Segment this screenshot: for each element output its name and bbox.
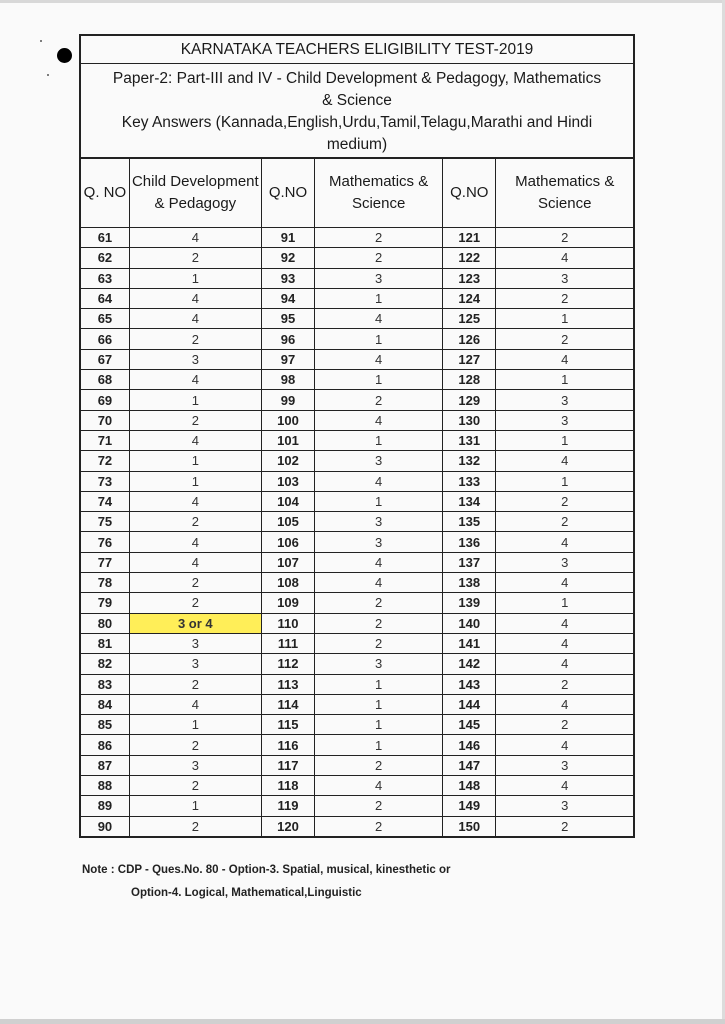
question-number-cell: 89 [81,796,129,816]
cdp-answer-cell: 2 [129,573,261,593]
math-science-answer-cell: 4 [315,573,443,593]
math-science-answer-cell: 2 [496,329,633,349]
math-science-answer-cell: 4 [496,451,633,471]
cdp-answer-cell: 2 [129,329,261,349]
paper-subtitle [81,64,633,159]
math-science-answer-cell: 4 [496,613,633,633]
cdp-answer-cell: 2 [129,512,261,532]
question-number-cell: 125 [443,309,496,329]
question-number-cell: 119 [261,796,314,816]
question-number-cell: 109 [261,593,314,613]
punch-hole-mark [57,48,72,63]
table-row [81,694,633,714]
math-science-answer-cell: 4 [315,471,443,491]
question-number-cell: 110 [261,613,314,633]
cdp-answer-cell: 3 [129,633,261,653]
question-number-cell: 100 [261,410,314,430]
question-number-cell: 62 [81,248,129,268]
math-science-answer-cell: 2 [496,715,633,735]
header-math-science-2: Mathematics & Science [496,159,633,228]
table-row [81,552,633,572]
table-row [81,532,633,552]
table-row [81,715,633,735]
table-row [81,796,633,816]
question-number-cell: 145 [443,715,496,735]
answer-key-table [81,159,633,836]
question-number-cell: 74 [81,491,129,511]
cdp-answer-cell: 4 [129,532,261,552]
math-science-answer-cell: 1 [315,430,443,450]
answer-rows [81,228,633,836]
math-science-answer-cell: 1 [315,329,443,349]
note-line-1: Note : CDP - Ques.No. 80 - Option-3. Spatial, musical, kinesthetic or [82,864,451,876]
cdp-answer-cell: 3 or 4 [129,613,261,633]
question-number-cell: 107 [261,552,314,572]
table-row [81,654,633,674]
question-number-cell: 67 [81,349,129,369]
table-row [81,451,633,471]
question-number-cell: 130 [443,410,496,430]
question-number-cell: 84 [81,694,129,714]
question-number-cell: 97 [261,349,314,369]
cdp-answer-cell: 4 [129,309,261,329]
table-row [81,613,633,633]
table-row [81,491,633,511]
question-number-cell: 68 [81,370,129,390]
question-number-cell: 71 [81,430,129,450]
subtitle-line-2: & Science [322,92,392,109]
question-number-cell: 121 [443,228,496,248]
question-number-cell: 120 [261,816,314,836]
question-number-cell: 141 [443,633,496,653]
question-number-cell: 123 [443,268,496,288]
question-number-cell: 73 [81,471,129,491]
math-science-answer-cell: 1 [496,471,633,491]
question-number-cell: 76 [81,532,129,552]
question-number-cell: 137 [443,552,496,572]
cdp-answer-cell: 4 [129,552,261,572]
question-number-cell: 124 [443,288,496,308]
question-number-cell: 95 [261,309,314,329]
cdp-answer-cell: 2 [129,776,261,796]
math-science-answer-cell: 2 [315,593,443,613]
question-number-cell: 131 [443,430,496,450]
math-science-answer-cell: 4 [496,776,633,796]
question-number-cell: 63 [81,268,129,288]
question-number-cell: 87 [81,755,129,775]
header-cdp: Child Development & Pedagogy [129,159,261,228]
math-science-answer-cell: 4 [496,248,633,268]
math-science-answer-cell: 4 [496,694,633,714]
cdp-answer-cell: 1 [129,796,261,816]
math-science-answer-cell: 3 [496,796,633,816]
question-number-cell: 99 [261,390,314,410]
table-header-row [81,159,633,228]
math-science-answer-cell: 4 [315,776,443,796]
question-number-cell: 115 [261,715,314,735]
question-number-cell: 94 [261,288,314,308]
math-science-answer-cell: 2 [315,390,443,410]
question-number-cell: 111 [261,633,314,653]
table-row [81,674,633,694]
question-number-cell: 150 [443,816,496,836]
question-number-cell: 61 [81,228,129,248]
math-science-answer-cell: 3 [496,410,633,430]
header-q-no-2: Q.NO [261,159,314,228]
question-number-cell: 102 [261,451,314,471]
subtitle-line-4: medium) [326,136,388,153]
question-number-cell: 117 [261,755,314,775]
math-science-answer-cell: 3 [315,654,443,674]
cdp-answer-cell: 1 [129,471,261,491]
question-number-cell: 70 [81,410,129,430]
question-number-cell: 114 [261,694,314,714]
cdp-answer-cell: 1 [129,268,261,288]
question-number-cell: 112 [261,654,314,674]
question-number-cell: 139 [443,593,496,613]
cdp-answer-cell: 2 [129,735,261,755]
question-number-cell: 91 [261,228,314,248]
subtitle-line-3: Key Answers (Kannada,English,Urdu,Tamil,Telagu,Marathi and Hindi [121,114,593,131]
question-number-cell: 80 [81,613,129,633]
math-science-answer-cell: 1 [315,491,443,511]
question-number-cell: 116 [261,735,314,755]
math-science-answer-cell: 1 [315,370,443,390]
question-number-cell: 133 [443,471,496,491]
question-number-cell: 136 [443,532,496,552]
math-science-answer-cell: 2 [315,613,443,633]
math-science-answer-cell: 3 [315,532,443,552]
math-science-answer-cell: 3 [315,512,443,532]
math-science-answer-cell: 2 [315,228,443,248]
question-number-cell: 132 [443,451,496,471]
math-science-answer-cell: 1 [496,370,633,390]
question-number-cell: 135 [443,512,496,532]
question-number-cell: 127 [443,349,496,369]
math-science-answer-cell: 2 [496,491,633,511]
math-science-answer-cell: 4 [496,633,633,653]
question-number-cell: 122 [443,248,496,268]
math-science-answer-cell: 3 [496,552,633,572]
math-science-answer-cell: 1 [315,288,443,308]
table-row [81,268,633,288]
table-row [81,309,633,329]
question-number-cell: 149 [443,796,496,816]
cdp-answer-cell: 2 [129,248,261,268]
question-number-cell: 128 [443,370,496,390]
question-number-cell: 148 [443,776,496,796]
question-number-cell: 138 [443,573,496,593]
math-science-answer-cell: 1 [315,694,443,714]
question-number-cell: 92 [261,248,314,268]
page-edge-top [0,0,725,3]
math-science-answer-cell: 4 [315,349,443,369]
question-number-cell: 78 [81,573,129,593]
math-science-answer-cell: 1 [315,674,443,694]
table-row [81,329,633,349]
question-number-cell: 88 [81,776,129,796]
question-number-cell: 66 [81,329,129,349]
question-number-cell: 113 [261,674,314,694]
question-number-cell: 77 [81,552,129,572]
math-science-answer-cell: 2 [496,816,633,836]
question-number-cell: 142 [443,654,496,674]
question-number-cell: 126 [443,329,496,349]
scan-speck [40,40,42,42]
cdp-answer-cell: 2 [129,674,261,694]
page-title: KARNATAKA TEACHERS ELIGIBILITY TEST-2019 [81,36,633,64]
table-row [81,816,633,836]
math-science-answer-cell: 4 [496,349,633,369]
math-science-answer-cell: 1 [496,593,633,613]
question-number-cell: 85 [81,715,129,735]
table-row [81,430,633,450]
math-science-answer-cell: 2 [315,816,443,836]
math-science-answer-cell: 4 [496,654,633,674]
header-math-science-1: Mathematics & Science [315,159,443,228]
cdp-answer-cell: 3 [129,654,261,674]
question-number-cell: 106 [261,532,314,552]
scan-speck [47,74,49,76]
question-number-cell: 104 [261,491,314,511]
cdp-answer-cell: 4 [129,430,261,450]
note-line-2: Option-4. Logical, Mathematical,Linguistic [131,887,362,899]
question-number-cell: 72 [81,451,129,471]
cdp-answer-cell: 2 [129,816,261,836]
question-number-cell: 90 [81,816,129,836]
table-row [81,755,633,775]
table-row [81,370,633,390]
question-number-cell: 64 [81,288,129,308]
question-number-cell: 98 [261,370,314,390]
answer-key-sheet [79,34,635,838]
question-number-cell: 79 [81,593,129,613]
question-number-cell: 143 [443,674,496,694]
table-row [81,349,633,369]
math-science-answer-cell: 1 [496,430,633,450]
question-number-cell: 118 [261,776,314,796]
cdp-answer-cell: 2 [129,410,261,430]
math-science-answer-cell: 2 [315,633,443,653]
question-number-cell: 101 [261,430,314,450]
question-number-cell: 82 [81,654,129,674]
table-row [81,512,633,532]
table-row [81,390,633,410]
math-science-answer-cell: 4 [496,735,633,755]
question-number-cell: 103 [261,471,314,491]
cdp-answer-cell: 4 [129,370,261,390]
math-science-answer-cell: 3 [315,268,443,288]
question-number-cell: 105 [261,512,314,532]
cdp-answer-cell: 2 [129,593,261,613]
math-science-answer-cell: 3 [496,755,633,775]
question-number-cell: 75 [81,512,129,532]
question-number-cell: 65 [81,309,129,329]
cdp-answer-cell: 4 [129,491,261,511]
cdp-answer-cell: 4 [129,228,261,248]
cdp-answer-cell: 3 [129,349,261,369]
question-number-cell: 147 [443,755,496,775]
question-number-cell: 83 [81,674,129,694]
math-science-answer-cell: 2 [496,288,633,308]
math-science-answer-cell: 4 [315,410,443,430]
question-number-cell: 134 [443,491,496,511]
table-row [81,593,633,613]
question-number-cell: 96 [261,329,314,349]
table-row [81,410,633,430]
header-q-no: Q. NO [81,159,129,228]
math-science-answer-cell: 3 [315,451,443,471]
math-science-answer-cell: 4 [496,532,633,552]
question-number-cell: 146 [443,735,496,755]
math-science-answer-cell: 2 [496,228,633,248]
question-number-cell: 93 [261,268,314,288]
table-row [81,228,633,248]
question-number-cell: 108 [261,573,314,593]
question-number-cell: 69 [81,390,129,410]
math-science-answer-cell: 4 [315,309,443,329]
question-number-cell: 140 [443,613,496,633]
question-number-cell: 129 [443,390,496,410]
cdp-answer-cell: 3 [129,755,261,775]
header-q-no-3: Q.NO [443,159,496,228]
table-row [81,288,633,308]
math-science-answer-cell: 2 [315,755,443,775]
cdp-answer-cell: 1 [129,451,261,471]
cdp-answer-cell: 4 [129,694,261,714]
question-number-cell: 81 [81,633,129,653]
math-science-answer-cell: 2 [315,248,443,268]
cdp-answer-cell: 1 [129,715,261,735]
table-row [81,735,633,755]
page-edge-bottom [0,1019,725,1024]
math-science-answer-cell: 3 [496,390,633,410]
question-number-cell: 144 [443,694,496,714]
math-science-answer-cell: 1 [315,735,443,755]
math-science-answer-cell: 3 [496,268,633,288]
table-row [81,573,633,593]
table-row [81,471,633,491]
table-row [81,248,633,268]
subtitle-line-1: Paper-2: Part-III and IV - Child Development & Pedagogy, Mathematics [112,70,602,87]
math-science-answer-cell: 4 [496,573,633,593]
math-science-answer-cell: 4 [315,552,443,572]
math-science-answer-cell: 1 [496,309,633,329]
cdp-answer-cell: 1 [129,390,261,410]
table-row [81,776,633,796]
math-science-answer-cell: 2 [496,674,633,694]
math-science-answer-cell: 1 [315,715,443,735]
question-number-cell: 86 [81,735,129,755]
table-row [81,633,633,653]
math-science-answer-cell: 2 [496,512,633,532]
cdp-answer-cell: 4 [129,288,261,308]
math-science-answer-cell: 2 [315,796,443,816]
